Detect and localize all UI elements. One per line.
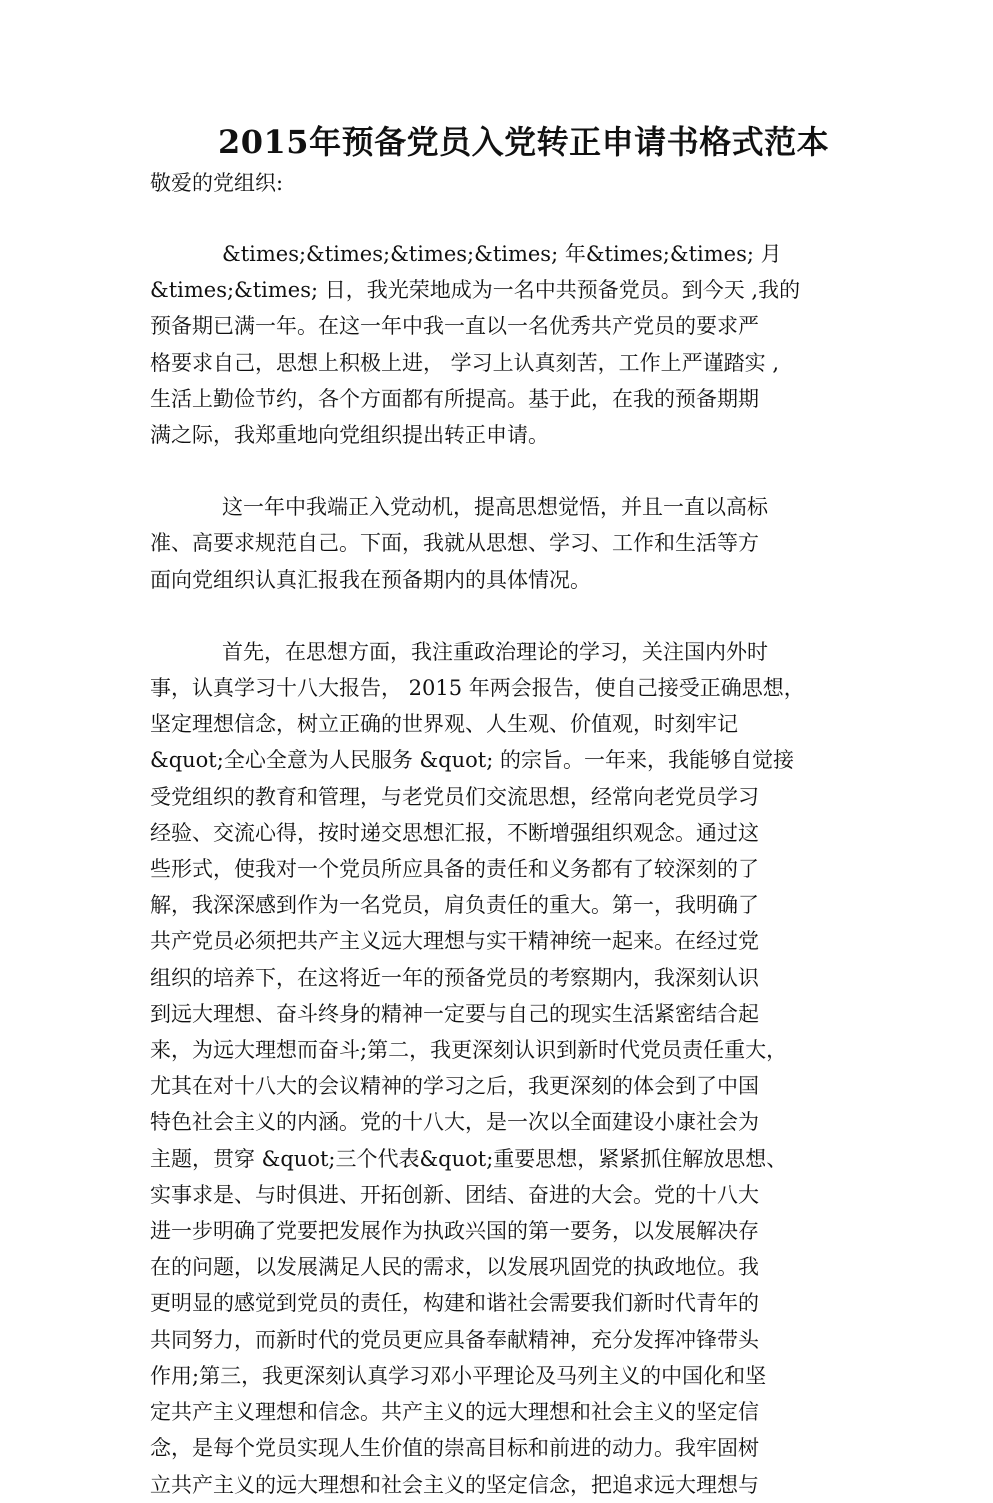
- salutation: 敬爱的党组织:: [150, 171, 284, 195]
- paragraph-line: 主题，贯穿 &quot;三个代表&quot;重要思想，紧紧抓住解放思想、: [150, 1146, 788, 1171]
- paragraph-line: 来，为远大理想而奋斗;第二，我更深刻认识到新时代党员责任重大，: [150, 1038, 788, 1063]
- paragraph-line: 到远大理想、奋斗终身的精神一定要与自己的现实生活紧密结合起: [150, 1001, 759, 1026]
- paragraph-line: &times;&times; 日，我光荣地成为一名中共预备党员。到今天 ,我的: [150, 278, 801, 303]
- paragraph-line: 进一步明确了党要把发展作为执政兴国的第一要务，以发展解决存: [150, 1219, 759, 1244]
- paragraph-line: 些形式，使我对一个党员所应具备的责任和义务都有了较深刻的了: [150, 857, 759, 882]
- paragraph-line: 面向党组织认真汇报我在预备期内的具体情况。: [150, 567, 591, 592]
- paragraph-line: &times;&times;&times;&times; 年&times;&times; 月: [222, 242, 782, 266]
- paragraph-line: 满之际，我郑重地向党组织提出转正申请。: [150, 423, 549, 448]
- document-page: [150, 118, 850, 1503]
- paragraph-line: 首先，在思想方面，我注重政治理论的学习，关注国内外时: [222, 639, 768, 664]
- paragraph-line: 尤其在对十八大的会议精神的学习之后，我更深刻的体会到了中国: [150, 1074, 759, 1099]
- paragraph-line: 预备期已满一年。在这一年中我一直以一名优秀共产党员的要求严: [150, 314, 759, 339]
- paragraph-line: 实事求是、与时俱进、开拓创新、团结、奋进的大会。党的十八大: [150, 1182, 759, 1207]
- paragraph-line: 格要求自己，思想上积极上进， 学习上认真刻苦，工作上严谨踏实 ,: [150, 350, 780, 375]
- paragraph-line: 共同努力，而新时代的党员更应具备奉献精神，充分发挥冲锋带头: [150, 1327, 759, 1352]
- paragraph-line: 立共产主义的远大理想和社会主义的坚定信念，把追求远大理想与: [150, 1472, 759, 1497]
- paragraph-line: 特色社会主义的内涵。党的十八大，是一次以全面建设小康社会为: [150, 1110, 759, 1135]
- paragraph-line: 坚定理想信念，树立正确的世界观、人生观、价值观，时刻牢记: [150, 712, 738, 737]
- paragraph-line: 事，认真学习十八大报告， 2015 年两会报告，使自己接受正确思想，: [150, 676, 805, 701]
- paragraph-line: 组织的培养下，在这将近一年的预备党员的考察期内，我深刻认识: [150, 965, 759, 990]
- paragraph-1: [150, 236, 850, 453]
- paragraph-line: 经验、交流心得，按时递交思想汇报，不断增强组织观念。通过这: [150, 820, 759, 845]
- paragraph-line: 念，是每个党员实现人生价值的崇高目标和前进的动力。我牢固树: [150, 1436, 759, 1461]
- document-title: 2015年预备党员入党转正申请书格式范本: [218, 123, 830, 161]
- paragraph-line: 这一年中我端正入党动机，提高思想觉悟，并且一直以高标: [222, 495, 768, 520]
- paragraph-line: 生活上勤俭节约，各个方面都有所提高。基于此，在我的预备期期: [150, 386, 759, 411]
- paragraph-line: 准、高要求规范自己。下面，我就从思想、学习、工作和生活等方: [150, 531, 759, 556]
- paragraph-line: 受党组织的教育和管理，与老党员们交流思想，经常向老党员学习: [150, 784, 759, 809]
- paragraph-3: [150, 634, 850, 1503]
- paragraph-line: 在的问题，以发展满足人民的需求，以发展巩固党的执政地位。我: [150, 1255, 759, 1280]
- paragraph-line: &quot;全心全意为人民服务 &quot; 的宗旨。一年来，我能够自觉接: [150, 748, 794, 773]
- paragraph-2: [150, 489, 850, 598]
- paragraph-line: 共产党员必须把共产主义远大理想与实干精神统一起来。在经过党: [150, 929, 759, 954]
- paragraph-line: 定共产主义理想和信念。共产主义的远大理想和社会主义的坚定信: [150, 1400, 759, 1425]
- paragraph-line: 解，我深深感到作为一名党员，肩负责任的重大。第一，我明确了: [150, 893, 759, 918]
- paragraph-line: 作用;第三，我更深刻认真学习邓小平理论及马列主义的中国化和坚: [150, 1363, 767, 1388]
- paragraph-line: 更明显的感觉到党员的责任，构建和谐社会需要我们新时代青年的: [150, 1291, 759, 1316]
